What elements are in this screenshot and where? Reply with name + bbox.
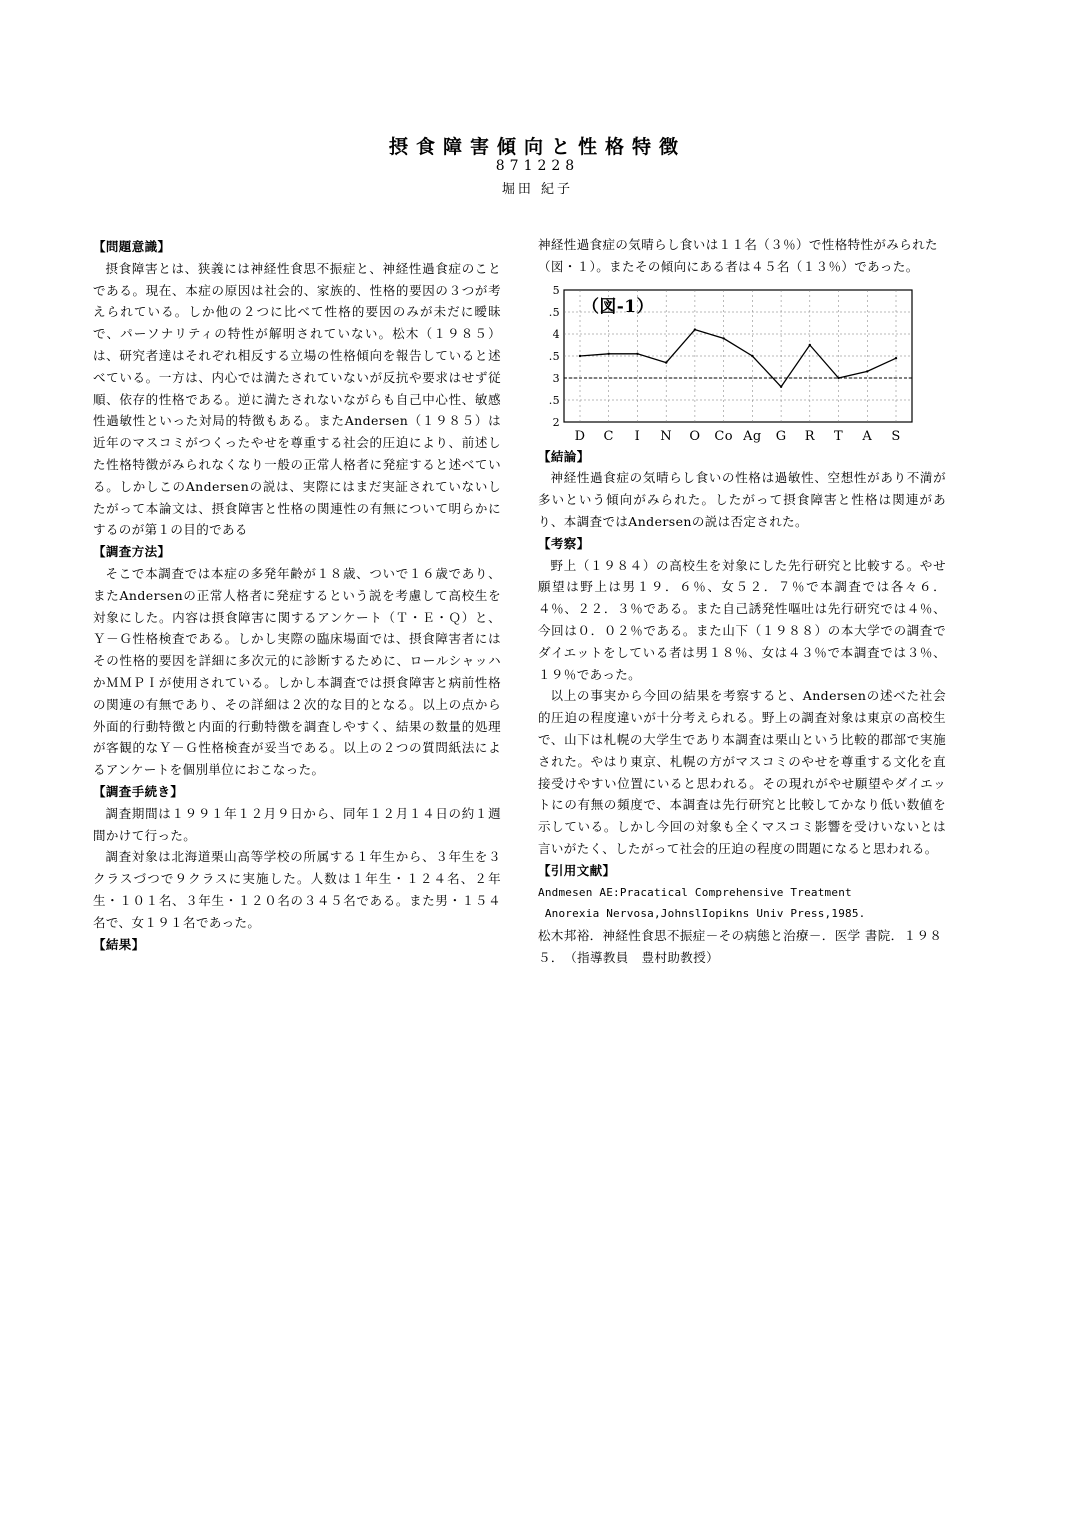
data-point — [694, 328, 696, 330]
data-point — [636, 352, 638, 354]
right-column-body — [538, 446, 946, 969]
y-tick-label: .5 — [548, 305, 560, 319]
body-paragraph: 調査期間は１９９１年１２月９日から、同年１２月１４日の約１週間かけて行った。 — [93, 805, 501, 843]
body-paragraph: 神経性過食症の気晴らし食いは１１名（３％）で性格特性がみられた（図・１）。またその傾向にある者は４５名（１３％）であった。 — [538, 237, 938, 274]
left-column — [93, 236, 501, 955]
body-paragraph: 摂食障害とは、狭義には神経性食思不振症と、神経性過食症のことである。現在、本症の原因は社会的、家族的、性格的要因の３つが考えられている。しか他の２つに比べて性格的要因のみが未だに曖昧で、パーソナリティの特性が解明されていない。松木（１９８５）は、研究者達はそれぞれ相反する立場の性格傾向を報告していると述べている。一方は、内心では満たされていないが反抗や要求はせず従順、依存的性格である。逆に満たされないながらも自己中心性、敏感性過敏性といった対局的特徴もある。またAndersen（１９８５）は近年のマスコミがつくったやせを尊重する社会的圧迫により、前述した性格特徴がみられなくなり一般の正常人格者に発症すると述べている。しかしこのAndersenの説は、実際にはまだ実証されていないしたがって本論文は、摂食障害と性格の関連性の有無について明らかにするのが第１の目的である — [93, 260, 501, 538]
data-point — [780, 385, 782, 387]
section-heading: 【考察】 — [538, 535, 590, 551]
paper-code: 871228 — [495, 158, 580, 174]
data-point — [608, 352, 610, 354]
y-tick-label: .5 — [548, 393, 560, 407]
y-tick-label: 5 — [552, 283, 560, 297]
x-tick-label: T — [834, 428, 844, 444]
y-tick-label: 4 — [552, 327, 560, 341]
reference-entry: Anorexia Nervosa,JohnslIopikns Univ Press,1985. — [538, 907, 866, 921]
right-column — [538, 234, 946, 969]
paper-author: 堀田 紀子 — [501, 182, 574, 197]
chart-title: （図-1） — [582, 296, 654, 317]
data-point — [809, 343, 811, 345]
x-tick-label: A — [862, 428, 873, 444]
data-point — [895, 357, 897, 359]
x-tick-label: O — [689, 428, 701, 444]
body-paragraph: 以上の事実から今回の結果を考察すると、Andersenの述べた社会的圧迫の程度違いが十分考えられる。野上の調査対象は東京の高校生で、山下は札幌の大学生であり本調査は栗山という比較的郡部で実施された。やはり東京、札幌の方がマスコミのやせを尊重する文化を直接受けやすい位置にいると思われる。その現れがやせ願望やダイエットにの有無の頻度で、本調査は先行研究と比較してかなり低い数値を示している。しかし今回の対象も全くマスコミ影響を受けいないとは言いがたく、したがって社会的圧迫の程度の問題になると思われる。 — [538, 688, 946, 856]
body-paragraph: 神経性過食症の気晴らし食いの性格は過敏性、空想性があり不満が多いという傾向がみられた。したがって摂食障害と性格は関連があり、本調査ではAndersenの説は否定された。 — [538, 470, 946, 529]
section-heading: 【引用文献】 — [538, 862, 616, 878]
section-heading: 【問題意識】 — [93, 239, 171, 254]
section-heading: 【結果】 — [93, 936, 145, 952]
x-tick-label: S — [891, 428, 901, 444]
right-column-intro — [538, 234, 946, 278]
body-paragraph: 野上（１９８４）の高校生を対象にした先行研究と比較する。やせ願望は野上は男１９．６％、女５２．７％で本調査では各々６．４％、２２．３％である。また自己誘発性嘔吐は先行研究では４％、今回は０．０２％である。また山下（１９８８）の本大学での調査でダイエットをしている者は男１８％、女は４３％で本調査では３％、１９％であった。 — [538, 557, 946, 682]
x-tick-label: D — [574, 428, 586, 444]
x-tick-label: R — [804, 428, 815, 444]
y-tick-label: 3 — [552, 371, 560, 385]
y-tick-label: 2 — [552, 415, 560, 429]
x-tick-label: I — [634, 428, 641, 444]
paper-title: 摂食障害傾向と性格特徴 — [388, 136, 686, 158]
data-point — [751, 354, 753, 356]
figure-1-chart — [538, 282, 946, 444]
y-tick-label: .5 — [548, 349, 560, 363]
section-heading: 【調査手続き】 — [93, 783, 184, 799]
body-paragraph: 調査対象は北海道栗山高等学校の所属する１年生から、３年生を３クラスづつで９クラスに実施した。人数は１年生・１２４名、２年生・１０１名、３年生・１２０名の３４５名である。また男・１５４名で、女１９１名であった。 — [93, 849, 501, 930]
reference-entry: Andmesen AE:Pracatical Comprehensive Treatment — [538, 885, 852, 899]
data-point — [722, 337, 724, 339]
data-point — [665, 361, 667, 363]
chart-svg — [538, 282, 946, 444]
body-paragraph: そこで本調査では本症の多発年齢が１８歳、ついで１６歳であり、またAndersenの正常人格者に発症するという説を考慮して高校生を対象にした。内容は摂食障害に関するアンケート（Ｔ・Ｅ・Ｑ）と、Ｙ－Ｇ性格検査である。しかし実際の臨床場面では、摂食障害者にはその性格的要因を詳細に多次元的に診断するために、ロールシャッハかＭＭＰＩが使用されている。しかし本調査では摂食障害と病前性格の関連の有無であり、その詳細は２次的な目的となる。以上の点から外面的行動特徴と内面的行動特徴を調査しやすく、結果の数量的処理が客観的なＹ－Ｇ性格検査が妥当である。以上の２つの質問紙法によるアンケートを個別単位におこなった。 — [93, 565, 501, 778]
reference-entry: 松木邦裕．神経性食思不振症－その病態と治療－．医学 書院．１９８５． （指導教員 豊村助教授） — [538, 928, 943, 965]
section-heading: 【調査方法】 — [93, 544, 171, 560]
x-tick-label: N — [660, 428, 673, 444]
x-tick-label: C — [603, 428, 614, 444]
x-tick-label: Co — [714, 428, 733, 444]
section-heading: 【結論】 — [538, 448, 590, 464]
x-tick-label: G — [775, 428, 787, 444]
x-tick-label: Ag — [743, 428, 762, 444]
data-point — [837, 376, 839, 378]
data-point — [866, 370, 868, 372]
data-point — [579, 354, 581, 356]
